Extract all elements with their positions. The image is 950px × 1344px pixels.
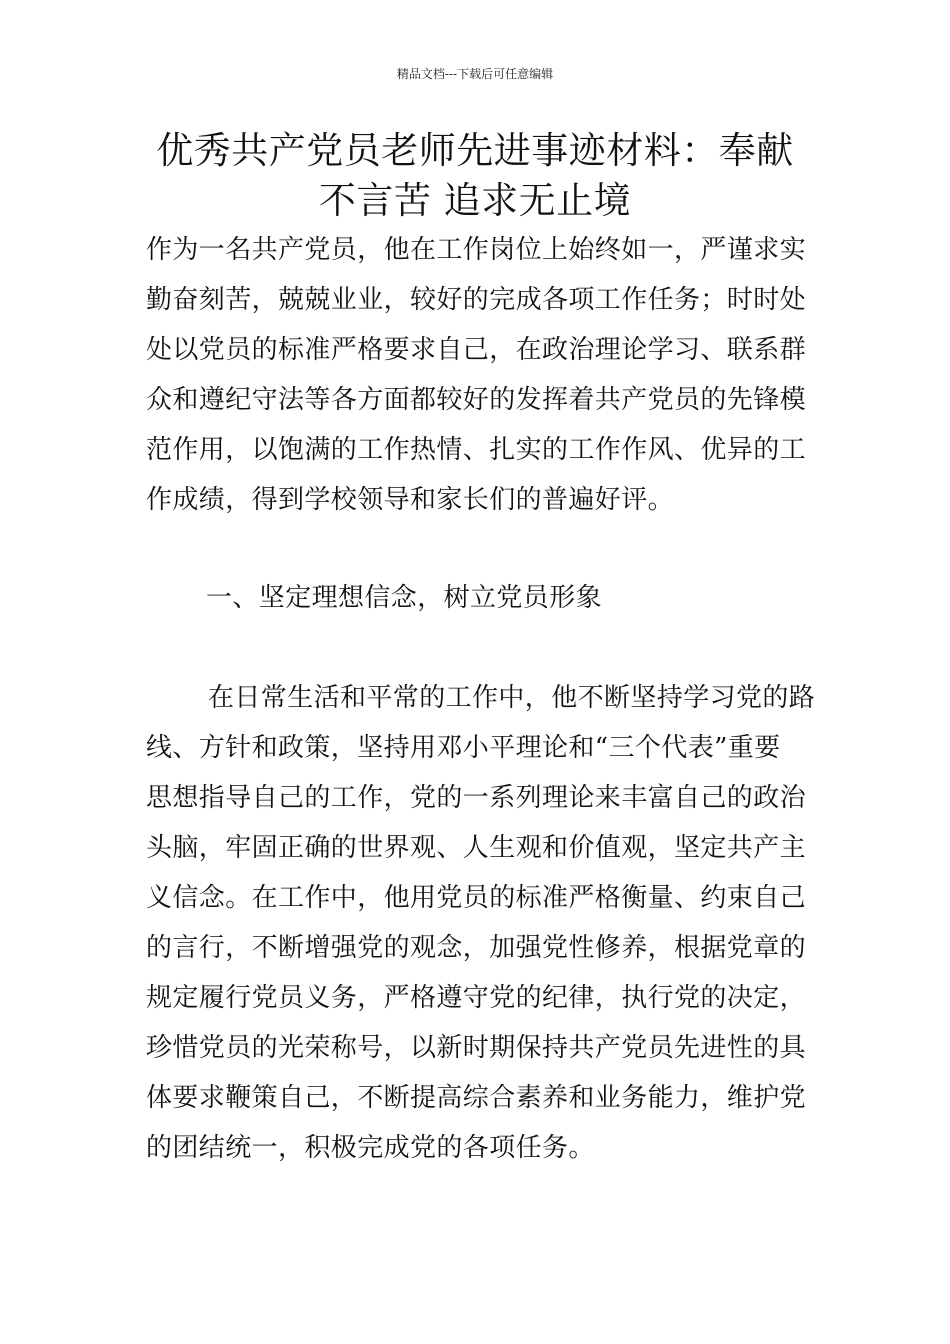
paragraph-line: 作为一名共产党员，他在工作岗位上始终如一，严谨求实 [146, 235, 807, 265]
section-heading: 一、坚定理想信念，树立党员形象 [206, 583, 603, 613]
paragraph-line: 作成绩，得到学校领导和家长们的普遍好评。 [146, 485, 675, 515]
document-title [140, 126, 810, 226]
paragraph-line: 体要求鞭策自己，不断提高综合素养和业务能力，维护党 [146, 1083, 807, 1113]
intro-paragraph [146, 225, 816, 525]
paragraph-line: 范作用，以饱满的工作热情、扎实的工作作风、优异的工 [146, 435, 807, 465]
paragraph-line: 思想指导自己的工作，党的一系列理论来丰富自己的政治 [146, 783, 807, 813]
paragraph-line: 的言行，不断增强党的观念，加强党性修养，根据党章的 [146, 933, 807, 963]
paragraph-line: 义信念。在工作中，他用党员的标准严格衡量、约束自己 [146, 883, 807, 913]
paragraph-line: 头脑，牢固正确的世界观、人生观和价值观，坚定共产主 [146, 833, 807, 863]
header-note: 精品文档---下载后可任意编辑 [396, 67, 554, 81]
title-line: 不言苦 追求无止境 [318, 179, 632, 222]
paragraph-line: 众和遵纪守法等各方面都较好的发挥着共产党员的先锋模 [146, 385, 807, 415]
paragraph-line: 珍惜党员的光荣称号，以新时期保持共产党员先进性的具 [146, 1033, 807, 1063]
paragraph-line: 在日常生活和平常的工作中，他不断坚持学习党的路 [208, 683, 816, 713]
title-line: 优秀共产党员老师先进事迹材料：奉献 [156, 129, 794, 172]
paragraph-line: 处以党员的标准严格要求自己，在政治理论学习、联系群 [146, 335, 807, 365]
paragraph-line: 规定履行党员义务，严格遵守党的纪律，执行党的决定， [146, 983, 807, 1013]
paragraph-line: 线、方针和政策，坚持用邓小平理论和“三个代表”重要 [146, 733, 781, 763]
body-paragraph [146, 673, 816, 1173]
paragraph-line: 勤奋刻苦，兢兢业业，较好的完成各项工作任务；时时处 [146, 285, 807, 315]
paragraph-line: 的团结统一，积极完成党的各项任务。 [146, 1133, 595, 1163]
